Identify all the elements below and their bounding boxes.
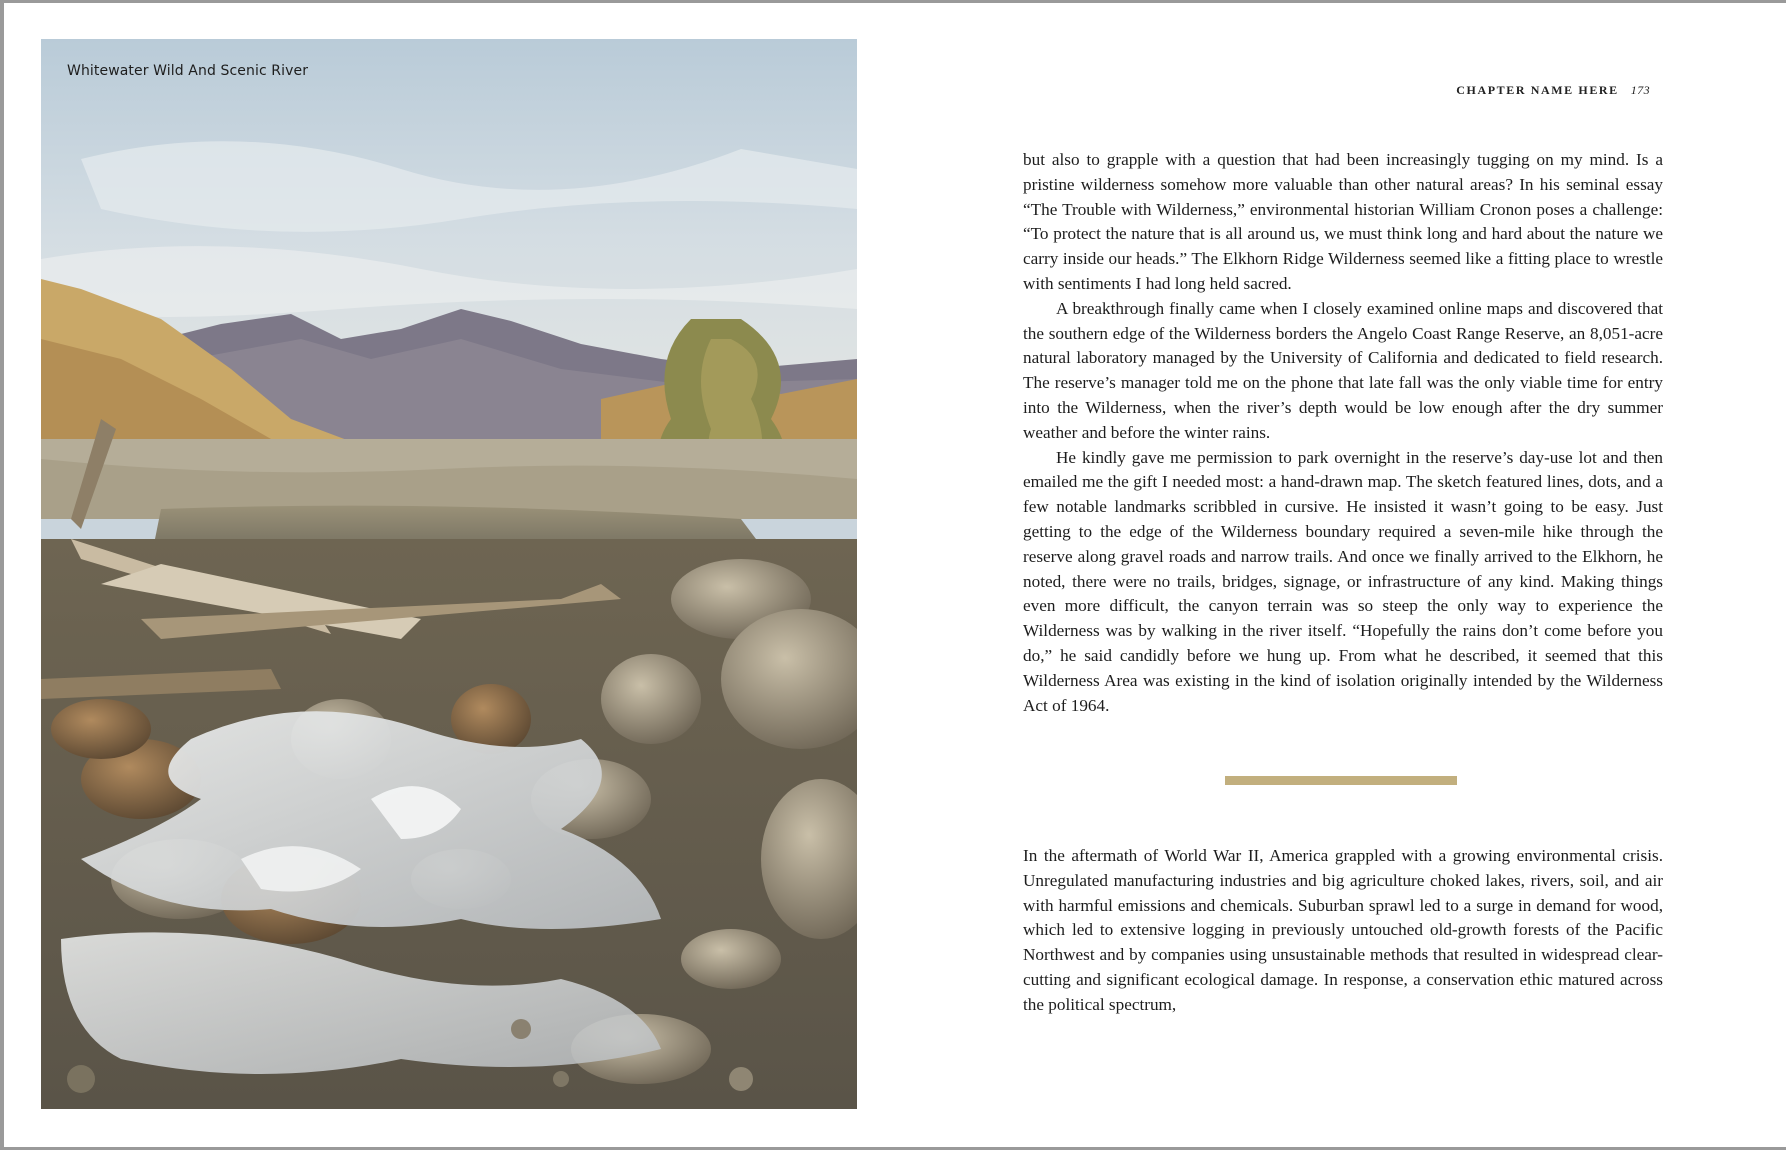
chapter-name: CHAPTER NAME HERE [1456, 83, 1619, 97]
book-spread [4, 3, 1786, 1147]
body-text-section-two [1023, 844, 1663, 1018]
paragraph: A breakthrough finally came when I closely examined online maps and discovered that the southern edge of the Wilderness borders the Angelo Coast Range Reserve, an 8,051-acre natural laboratory managed by the University of California and dedicated to field research. The reserve’s manager told me on the phone that late fall was the only viable time for entry into the Wilderness, when the river’s depth would be low enough after the dry summer weather and before the winter rains. [1023, 298, 1663, 442]
running-head [1456, 83, 1650, 98]
photo-caption: Whitewater Wild And Scenic River [67, 63, 309, 79]
paragraph: but also to grapple with a question that had been increasingly tugging on my mind. Is a pristine wilderness somehow more valuable than other natural areas? In his seminal essay “The Trouble with Wilderness,” environmental historian William Cronon poses a challenge: “To protect the nature that is all around us, we must think long and hard about the nature we carry inside our heads.” The Elkhorn Ridge Wilderness seemed like a fitting place to wrestle with sentiments I had long held sacred. [1023, 150, 1663, 293]
section-divider [1225, 776, 1457, 785]
page-number: 173 [1630, 83, 1650, 97]
paragraph: In the aftermath of World War II, America grappled with a growing environmental crisis. Unregulated manufacturing industries and big agriculture choked lakes, rivers, soil, and air with harmful emissions and chemicals. Suburban sprawl led to a surge in demand for wood, which led to extensive logging in previously untouched old-growth forests of the Pacific Northwest and by companies using unsustainable methods that resulted in widespread clear-cutting and significant ecological damage. In response, a conservation ethic matured across the political spectrum, [1023, 846, 1663, 1014]
body-text-section-one [1023, 148, 1663, 718]
river-photo [41, 39, 857, 1109]
paragraph: He kindly gave me permission to park overnight in the reserve’s day-use lot and then emailed me the gift I needed most: a hand-drawn map. The sketch featured lines, dots, and a few notable landmarks scribbled in cursive. He insisted it wasn’t going to be easy. Just getting to the edge of the Wilderness boundary required a seven-mile hike through the reserve along gravel roads and narrow trails. And once we finally arrived to the Elkhorn, he noted, there were no trails, bridges, signage, or infrastructure of any kind. Making things even more difficult, the canyon terrain was so steep the only way to experience the Wilderness was by walking in the river itself. “Hopefully the rains don’t come before you do,” he said candidly before we hung up. From what he described, it seemed that this Wilderness Area was existing in the kind of isolation originally intended by the Wilderness Act of 1964. [1023, 447, 1663, 715]
river-landscape-photo-icon [41, 39, 857, 1109]
